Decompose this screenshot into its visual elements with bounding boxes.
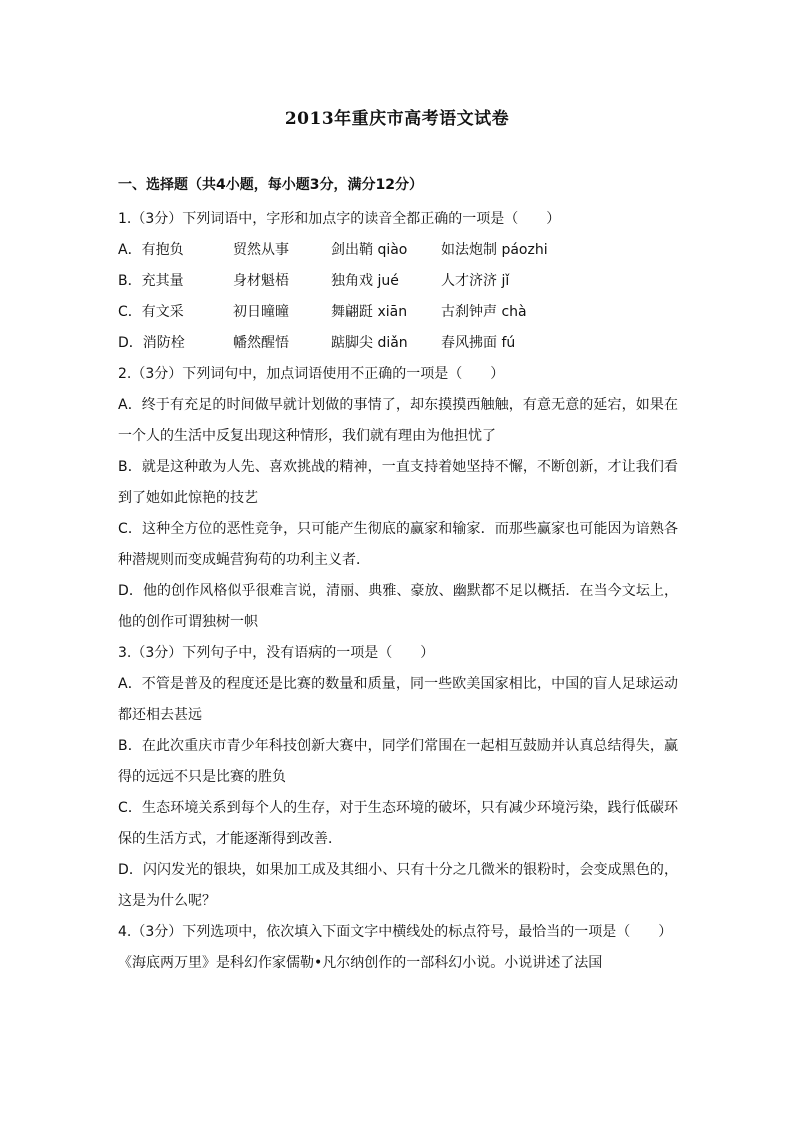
option-cell: C．有文采 [118,304,184,320]
section-heading: 一、选择题（共4小题，每小题3分，满分12分） [118,177,423,193]
option-cell: 幡然醒悟 [233,335,289,351]
page-title: 2013年重庆市高考语文试卷 [284,109,510,129]
question-1-stem: 1.（3分）下列词语中，字形和加点字的读音全都正确的一项是（ ） [118,211,561,227]
option-cell: 古刹钟声 chà [441,304,527,320]
option-cell: 踮脚尖 diǎn [331,335,408,351]
option-cell: 贸然从事 [233,242,289,258]
question-4-stem: 4.（3分）下列选项中，依次填入下面文字中横线处的标点符号，最恰当的一项是（ ） [118,924,673,940]
option-cell: 剑出鞘 qiào [331,242,408,258]
option-cell: 身材魁梧 [233,273,289,289]
option-cell: 人才济济 jǐ [441,273,510,289]
question-3-option-d: D．闪闪发光的银块，如果加工成及其细小、只有十分之几微米的银粉时，会变成黑色的，这是为什么呢？ [118,862,678,909]
option-cell: A．有抱负 [118,242,184,258]
question-2-stem: 2.（3分）下列词句中，加点词语使用不正确的一项是（ ） [118,366,505,382]
option-cell: 如法炮制 páozhi [441,242,548,258]
question-3-option-b: B．在此次重庆市青少年科技创新大赛中，同学们常围在一起相互鼓励并认真总结得失，赢得的远远不只是比赛的胜负 [118,738,678,785]
question-1-option-d [118,328,678,359]
question-2-option-c: C．这种全方位的恶性竞争，只可能产生彻底的赢家和输家．而那些赢家也可能因为谙熟各种潜规则而变成蝇营狗苟的功利主义者． [118,521,678,568]
question-3-stem: 3.（3分）下列句子中，没有语病的一项是（ ） [118,645,435,661]
exam-content [118,174,678,979]
question-3-option-c: C．生态环境关系到每个人的生存，对于生态环境的破坏，只有减少环境污染，践行低碳环保的生活方式，才能逐渐得到改善． [118,800,678,847]
option-cell: 舞翩跹 xiān [331,304,408,320]
question-2-option-a: A．终于有充足的时间做早就计划做的事情了，却东摸摸西触触，有意无意的延宕，如果在一个人的生活中反复出现这种情形，我们就有理由为他担忧了 [118,397,678,444]
option-cell: D．消防栓 [118,335,185,351]
question-1-option-b [118,266,678,297]
question-2-option-d: D．他的创作风格似乎很难言说，清丽、典雅、豪放、幽默都不足以概括．在当今文坛上，他的创作可谓独树一帜 [118,583,678,630]
question-1-option-c [118,297,678,328]
question-1-option-a [118,235,678,266]
option-cell: 独角戏 jué [331,273,399,289]
question-4-passage: 《海底两万里》是科幻作家儒勒•凡尔纳创作的一部科幻小说。小说讲述了法国 [118,955,603,971]
option-cell: B．充其量 [118,273,184,289]
option-cell: 春风拂面 fú [441,335,516,351]
question-3-option-a: A．不管是普及的程度还是比赛的数量和质量，同一些欧美国家相比，中国的盲人足球运动都还相去甚远 [118,676,678,723]
question-2-option-b: B．就是这种敢为人先、喜欢挑战的精神，一直支持着她坚持不懈，不断创新，才让我们看到了她如此惊艳的技艺 [118,459,678,506]
option-cell: 初日曈曈 [233,304,289,320]
